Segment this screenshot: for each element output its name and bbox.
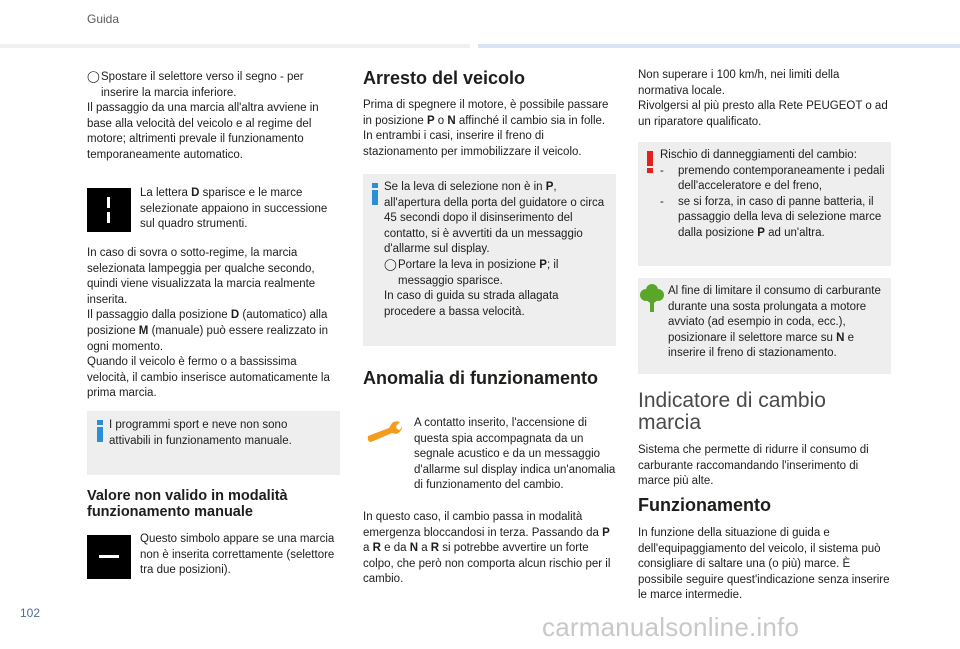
section-heading: Valore non valido in modalità funzionamento manuale — [87, 488, 288, 520]
page-number: 102 — [20, 606, 41, 620]
paragraph: Il passaggio dalla posizione D (automatico) alla posizione M (manuale) può essere realizzato in ogni momento. — [87, 309, 329, 353]
paragraph: Sistema che permette di ridurre il consumo di carburante raccomandando l'inserimento di marce più alte. — [638, 444, 869, 488]
column-2-bottom — [363, 510, 617, 588]
anomaly-heading: Anomalia di funzionamento — [363, 368, 599, 388]
gear-invalid-icon — [87, 535, 131, 579]
instruction-bullet: ◯ Spostare il selettore verso il segno - per inserire la marcia inferiore. — [87, 70, 341, 101]
gear-indicator-heading: Indicatore di cambio marcia — [638, 389, 826, 434]
warning-item: - premendo contemporaneamente i pedali dell'acceleratore e del freno, — [660, 164, 885, 193]
paragraph: In questo caso, il cambio passa in modalità emergenza bloccandosi in terza. Passando da P a R e da N a R si potrebbe avvertire un forte colpo, che però non comporta alcun rischio per il cambio. — [363, 511, 611, 586]
info-box — [87, 411, 340, 475]
arrest-heading: Arresto del veicolo — [363, 68, 526, 88]
eco-text: Al fine di limitare il consumo di carburante durante una sosta prolungata a motore avviato (ad esempio in coda, ecc.), posizionare il selettore marce su N e inserire il freno di stazionamento. — [668, 285, 881, 360]
info-text: Se la leva di selezione non è in P, all'apertura della porta del guidatore o circa 45 secondi dopo il disinserimento del contatto, si è avvertiti da un messaggio d'allarme sul display. ◯ Portare la leva in posizione P; il messaggio sparisce. In caso di guida su strada allagata procedere a bassa velocità. — [384, 180, 612, 320]
paragraph: Non superare i 100 km/h, nei limiti della normativa locale. — [638, 69, 840, 97]
column-3-bottom — [638, 526, 892, 604]
header-rule — [0, 44, 470, 48]
watermark: carmanualsonline.info — [542, 612, 800, 642]
warning-box — [638, 142, 891, 266]
gear-display-icon — [87, 188, 131, 232]
paragraph: In funzione della situazione di guida e dell'equipaggiamento del veicolo, il sistema può consigliare di saltare una (o più) marce. È possibile seguire quest'indicazione senza inserire le marce intermedie. — [638, 527, 890, 602]
gear-display-caption: La lettera D sparisce e le marce selezionate appaiono in successione sul quadro strumenti. — [140, 187, 328, 231]
paragraph: Prima di spegnere il motore, è possibile passare in posizione P o N affinché il cambio sia in folle. — [363, 99, 609, 127]
section-tab: Guida — [87, 12, 120, 26]
paragraph: In entrambi i casi, inserire il freno di stazionamento per immobilizzare il veicolo. — [363, 130, 582, 158]
paragraph: In caso di sovra o sotto-regime, la marcia selezionata lampeggia per qualche secondo, quindi viene visualizzata la marcia realmente inserita. — [87, 247, 316, 306]
wrench-icon — [365, 418, 403, 444]
header-accent-rule — [478, 44, 960, 48]
column-3-top — [638, 68, 892, 130]
info-icon — [94, 420, 106, 442]
info-box-arrest — [363, 174, 616, 346]
arrow-bullet-icon: ◯ — [87, 71, 100, 83]
column-1 — [87, 70, 341, 164]
eco-tree-icon — [639, 282, 665, 312]
warning-item: - se si forza, in caso di panne batteria, il passaggio della leva di selezione marce dalla posizione P ad un'altra. — [660, 195, 882, 239]
warning-icon — [644, 151, 656, 173]
column-2-top — [363, 98, 617, 160]
column-3-mid — [638, 443, 892, 490]
warning-text: Rischio di danneggiamenti del cambio: - premendo contemporaneamente i pedali dell'acceleratore e del freno, - se si forza, in caso di panne batteria, il passaggio della leva di selezione marce dalla posizione P ad un'altra. — [660, 148, 886, 242]
paragraph: Quando il veicolo è fermo o a bassissima velocità, il cambio inserisce automaticamente la prima marcia. — [87, 356, 330, 400]
info-text: I programmi sport e neve non sono attivabili in funzionamento manuale. — [109, 419, 292, 447]
functioning-heading: Funzionamento — [638, 495, 771, 515]
gear-invalid-caption: Questo simbolo appare se una marcia non è inserita correttamente (selettore tra due posizioni). — [140, 533, 335, 577]
eco-box — [638, 278, 891, 374]
instruction-bullet: ◯ Portare la leva in posizione P; il messaggio sparisce. — [384, 258, 612, 289]
paragraph: Il passaggio da una marcia all'altra avviene in base alla velocità del veicolo e al regime del motore; altrimenti prevale il funzionamento temporaneamente automatico. — [87, 102, 319, 161]
arrow-bullet-icon: ◯ — [384, 258, 397, 271]
paragraph: Rivolgersi al più presto alla Rete PEUGEOT o ad un riparatore qualificato. — [638, 100, 888, 128]
wrench-caption: A contatto inserito, l'accensione di questa spia accompagnata da un segnale acustico e da un messaggio d'allarme sul display indica un'anomalia di funzionamento del cambio. — [414, 417, 616, 492]
info-icon — [369, 183, 381, 205]
column-1-lower — [87, 246, 341, 402]
